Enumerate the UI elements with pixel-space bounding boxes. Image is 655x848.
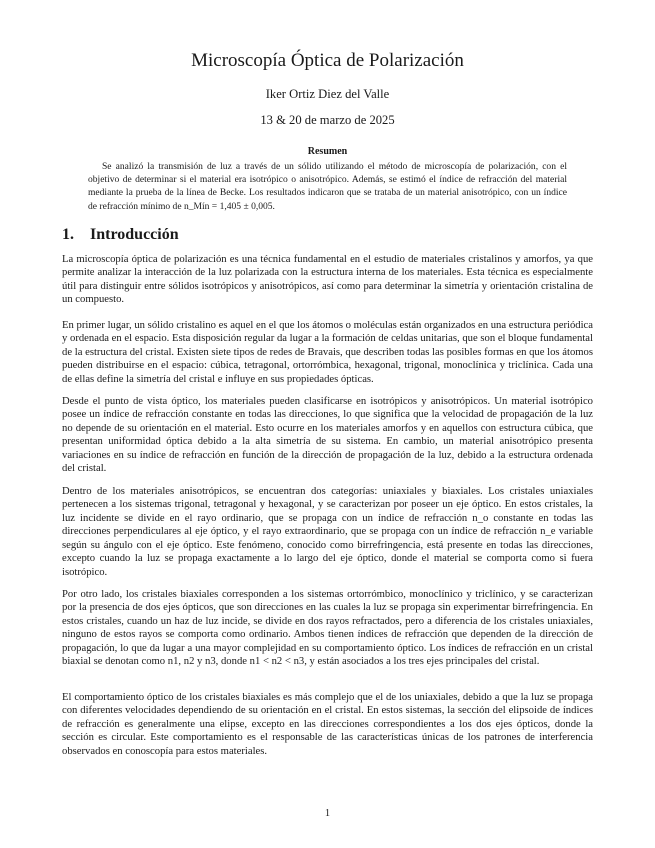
- page-number: 1: [324, 808, 331, 819]
- paragraph-6: El comportamiento óptico de los cristales biaxiales es más complejo que el de los uniaxiales, debido a que la luz se propaga con diferentes velocidades dependiendo de su orientación en el cristal. En estos sistemas, la sección del elipsoide de índices de refracción es generalmente una elipse, excepto en las direcciones correspondientes a los dos ejes ópticos, donde la sección es circular. Este comportamiento es el responsable de las características únicas de los patrones de interferencia observados en conoscopía para estos materiales.: [62, 692, 593, 757]
- abstract-text: Se analizó la transmisión de luz a través de un sólido utilizando el método de microscopía de polarización, con el objetivo de determinar si el material era isotrópico o anisotrópico. Además, se estimó el índice de refracción del material mediante la prueba de la línea de Becke. Los resultados indicaron que se trataba de un material anisotrópico, con un índice de refracción mínimo de n_Mín = 1,405 ± 0,005.: [88, 161, 567, 212]
- section-heading: [62, 226, 179, 244]
- author-name: Iker Ortiz Diez del Valle: [265, 87, 390, 101]
- abstract-heading: Resumen: [307, 146, 348, 157]
- paragraph-4: Dentro de los materiales anisotrópicos, se encuentran dos categorías: uniaxiales y biaxiales. Los cristales uniaxiales pertenecen a los sistemas trigonal, tetragonal y hexagonal, y se caracterizan por poseer un eje óptico. En estos cristales, la luz incidente se divide en el rayo ordinario, que se propaga con un índice de refracción n_o constante en todas las direcciones perpendiculares al eje óptico, y el rayo extraordinario, que se propaga con un índice de refracción n_e variable según su ángulo con el eje óptico. Este fenómeno, conocido como birrefringencia, está presente en todas las direcciones, excepto cuando la luz se propaga exactamente a lo largo del eje óptico, donde el material se comporta como si fuera isotrópico.: [62, 486, 593, 578]
- paragraph-5: Por otro lado, los cristales biaxiales corresponden a los sistemas ortorrómbico, monoclínico y triclínico, y se caracterizan por la presencia de dos ejes ópticos, que son direcciones en las cuales la luz se propaga sin experimentar birrefringencia. En estos cristales, cuando un haz de luz incide, se divide en dos rayos refractados, pero a diferencia de los cristales uniaxiales, ninguno de estos rayos se comporta como ordinario. Ambos tienen índices de refracción que dependen de la dirección de propagación, lo que da lugar a una mayor complejidad en su comportamiento óptico. Los índices de refracción en un cristal biaxial se denotan como n1, n2 y n3, donde n1 < n2 < n3, y están asociados a los tres ejes principales del cristal.: [62, 589, 593, 668]
- section-title: Introducción: [90, 226, 179, 243]
- paragraph-3: Desde el punto de vista óptico, los materiales pueden clasificarse en isotrópicos y anisotrópicos. Un material isotrópico posee un índice de refracción constante en todas las direcciones, lo que significa que la velocidad de propagación de la luz no depende de su orientación en el material. Esto ocurre en los materiales amorfos y en aquellos con estructura cúbica, que presentan uniformidad óptica debido a la alta simetría de su sistema. En cambio, un material anisotrópico presenta variaciones en su índice de refracción en función de la dirección de propagación de la luz, debido a la estructura ordenada del cristal.: [62, 396, 593, 475]
- paragraph-2: En primer lugar, un sólido cristalino es aquel en el que los átomos o moléculas están organizados en una estructura periódica y ordenada en el espacio. Esta disposición regular da lugar a la formación de celdas unitarias, que son el bloque fundamental de la estructura del cristal. Existen siete tipos de redes de Bravais, que describen todas las posibles formas en que los átomos pueden distribuirse en el espacio: cúbica, tetragonal, ortorrómbica, hexagonal, trigonal, monoclínica y triclínica. Cada una de ellas define la simetría del cristal e influye en sus propiedades ópticas.: [62, 320, 593, 385]
- section-number: 1.: [62, 226, 74, 243]
- paragraph-1: La microscopía óptica de polarización es una técnica fundamental en el estudio de materiales cristalinos y amorfos, ya que permite analizar la interacción de la luz polarizada con la estructura interna de los materiales. Esta técnica es especialmente útil para distinguir entre sólidos isotrópicos y anisotrópicos, así como para determinar la simetría y orientación cristalina de un compuesto.: [62, 254, 593, 306]
- paper-date: 13 & 20 de marzo de 2025: [260, 113, 395, 127]
- paper-title: Microscopía Óptica de Polarización: [191, 50, 464, 71]
